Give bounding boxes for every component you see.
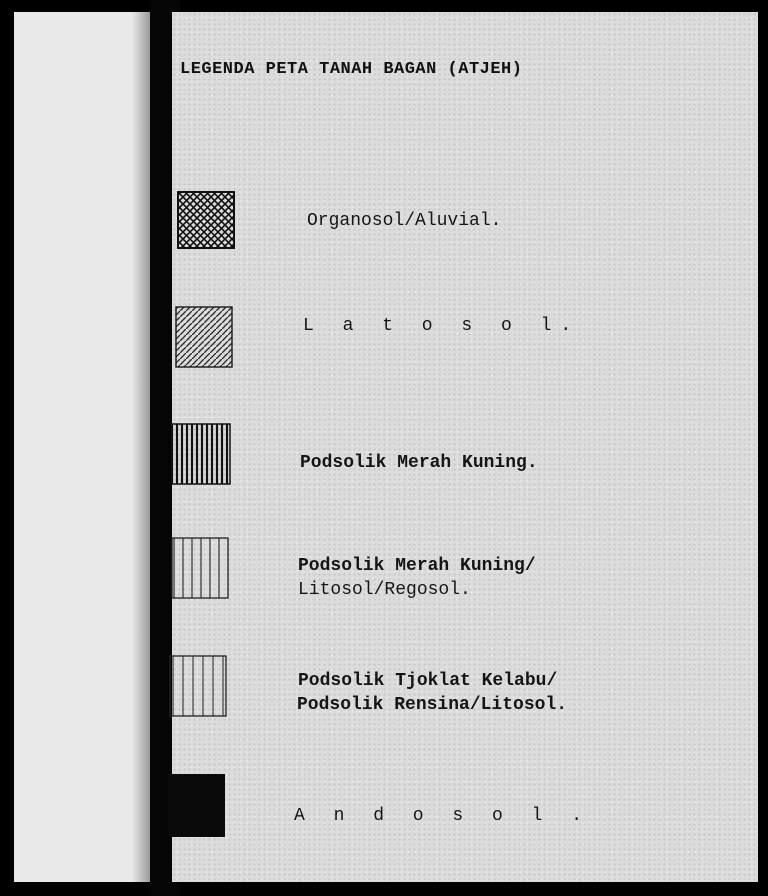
swatch-latosol — [174, 305, 236, 371]
legend-title: LEGENDA PETA TANAH BAGAN (ATJEH) — [180, 60, 523, 79]
legend-label-organosol-aluvial: Organosol/Aluvial. — [307, 211, 502, 231]
legend-label-latosol: L a t o s o l. — [303, 316, 581, 336]
swatch-podsolik-litosol-regosol — [170, 536, 232, 602]
document-sheet — [172, 12, 758, 882]
legend-label-podsolik-litosol-regosol-line1: Podsolik Merah Kuning/ — [298, 556, 536, 576]
legend-label-podsolik-tjoklat-line2: Podsolik Rensina/Litosol. — [297, 695, 568, 715]
swatch-podsolik-merah-kuning — [170, 422, 234, 488]
legend-label-podsolik-merah-kuning: Podsolik Merah Kuning. — [300, 453, 538, 473]
swatch-andosol — [166, 772, 228, 840]
adjacent-page-strip — [14, 12, 156, 882]
legend-label-andosol: A n d o s o l . — [294, 806, 592, 826]
legend-label-podsolik-tjoklat-line1: Podsolik Tjoklat Kelabu/ — [298, 671, 558, 691]
swatch-organosol-aluvial — [176, 190, 238, 252]
swatch-podsolik-tjoklat-kelabu — [168, 654, 230, 720]
legend-label-podsolik-litosol-regosol-line2: Litosol/Regosol. — [298, 580, 471, 600]
